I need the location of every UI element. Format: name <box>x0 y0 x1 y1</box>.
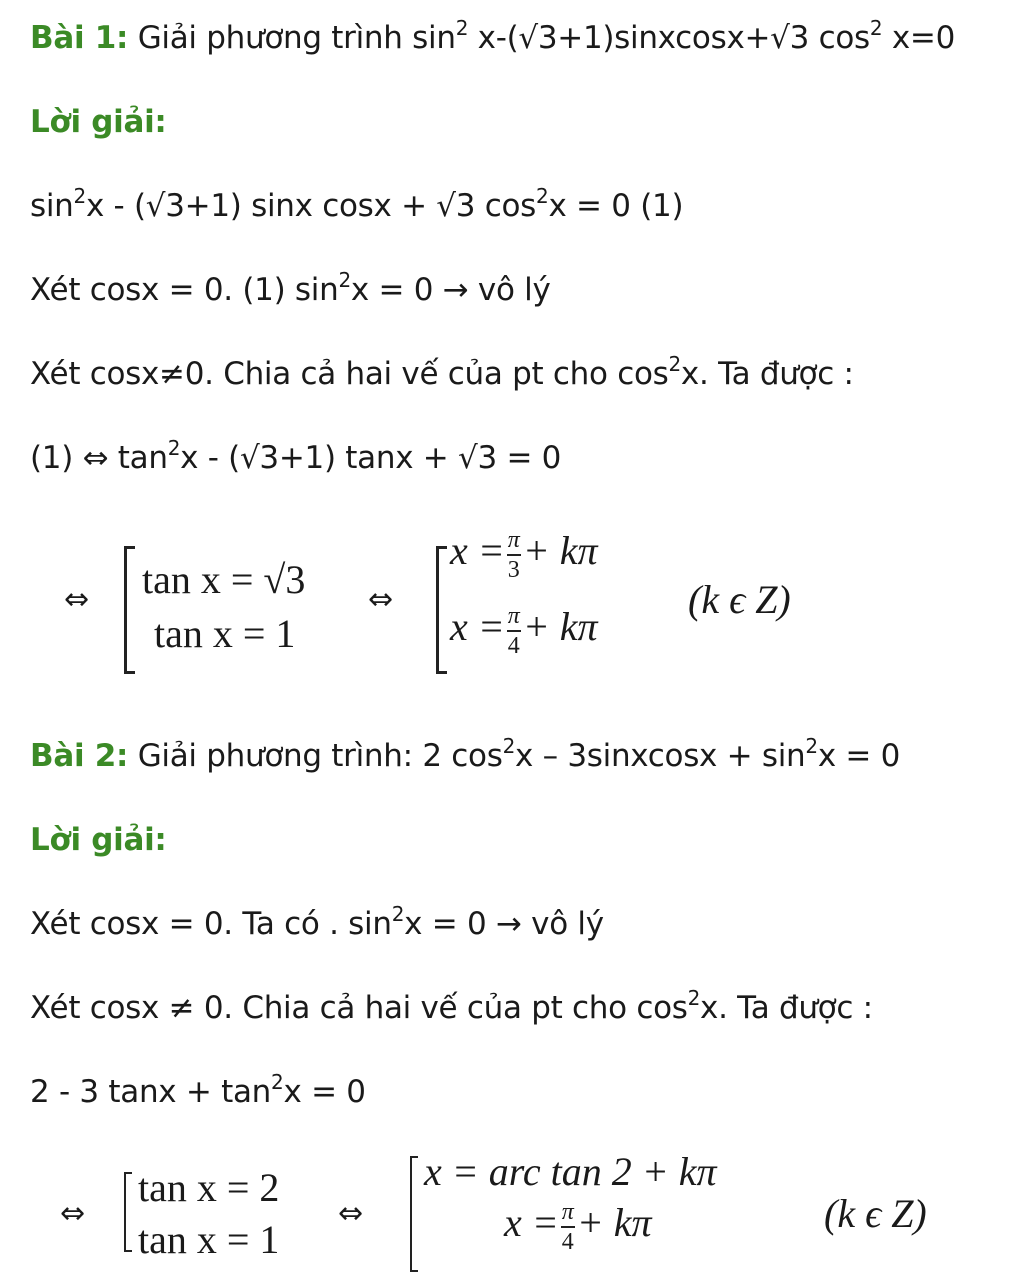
denominator: 4 <box>561 1229 574 1255</box>
solution-2-line-3 <box>30 1070 366 1114</box>
equivalence-symbol: ⇔ <box>338 1196 364 1231</box>
solution-2-heading: Lời giải: <box>30 822 167 858</box>
fraction-bar <box>507 630 521 632</box>
text: Xét cosx ≠ 0. Chia cả hai vế của pt cho cos <box>30 990 688 1026</box>
bracket <box>124 1172 132 1252</box>
solution-2-line-1 <box>30 902 604 946</box>
text: 2 - 3 tanx + tan <box>30 1074 272 1110</box>
text: x = <box>450 528 505 574</box>
numerator: π <box>507 603 520 629</box>
superscript: 2 <box>869 16 883 40</box>
text: x=0 <box>882 20 955 56</box>
solution-2-line-2 <box>30 986 873 1030</box>
superscript: 2 <box>502 734 515 758</box>
solution-1 <box>450 528 598 582</box>
solution-1-line-2 <box>30 268 551 312</box>
superscript: 2 <box>391 902 405 926</box>
text: x-(√3+1)sinxcosx+√3 cos <box>468 20 870 56</box>
equivalence-symbol: ⇔ <box>368 582 394 617</box>
numerator: π <box>507 527 520 553</box>
text: + kπ <box>522 528 598 574</box>
text: Xét cosx = 0. (1) sin <box>30 272 339 308</box>
text: Xét cosx = 0. Ta có . sin <box>30 906 392 942</box>
equation: tan x = 2 <box>138 1165 280 1210</box>
text: x - (√3+1) tanx + √3 = 0 <box>180 440 562 476</box>
equation: tan x = √3 <box>142 557 306 602</box>
denominator: 3 <box>507 557 520 583</box>
solution-1-line-1 <box>30 184 683 228</box>
condition: (k ϵ Z) <box>688 577 791 622</box>
problem-1-label: Bài 1: <box>30 20 129 56</box>
text: + kπ <box>576 1200 652 1246</box>
solution-1: x = arc tan 2 + kπ <box>424 1149 717 1194</box>
text: Giải phương trình sin <box>128 20 456 56</box>
text: x = 0 → vô lý <box>350 272 551 308</box>
bracket <box>124 546 135 674</box>
text: x - (√3+1) sinx cosx + √3 cos <box>85 188 537 224</box>
text: x = 0 (1) <box>548 188 684 224</box>
superscript: 2 <box>271 1070 284 1094</box>
solution-2 <box>450 604 598 658</box>
problem-1-title <box>30 16 955 60</box>
condition: (k ϵ Z) <box>824 1191 927 1236</box>
text: x = <box>450 604 505 650</box>
bracket <box>436 546 447 674</box>
text: x = 0 <box>817 738 901 774</box>
text: Xét cosx≠0. Chia cả hai vế của pt cho cos <box>30 356 669 392</box>
superscript: 2 <box>167 436 181 460</box>
text: (1) ⇔ tan <box>30 440 168 476</box>
superscript: 2 <box>805 734 818 758</box>
text: x = <box>504 1200 559 1246</box>
problem-2-title <box>30 734 900 778</box>
fraction <box>507 528 521 582</box>
solution-1-line-4 <box>30 436 561 480</box>
text: x – 3sinxcosx + sin <box>515 738 806 774</box>
solution-2 <box>504 1200 652 1254</box>
superscript: 2 <box>687 986 701 1010</box>
superscript: 2 <box>73 184 86 208</box>
solution-1-heading: Lời giải: <box>30 104 167 140</box>
equation: tan x = 1 <box>138 1217 280 1262</box>
fraction-bar <box>561 1226 575 1228</box>
superscript: 2 <box>338 268 351 292</box>
bracket <box>410 1156 418 1272</box>
text: + kπ <box>522 604 598 650</box>
text: sin <box>30 188 74 224</box>
denominator: 4 <box>507 633 520 659</box>
text: x. Ta được : <box>700 990 873 1026</box>
superscript: 2 <box>536 184 549 208</box>
fraction <box>507 604 521 658</box>
text: x = 0 <box>283 1074 366 1110</box>
numerator: π <box>561 1199 574 1225</box>
problem-2-label: Bài 2: <box>30 738 129 774</box>
text: x = 0 → vô lý <box>404 906 604 942</box>
equation: tan x = 1 <box>154 611 296 656</box>
superscript: 2 <box>668 352 681 376</box>
fraction-bar <box>507 554 521 556</box>
fraction <box>561 1200 575 1254</box>
equivalence-symbol: ⇔ <box>64 582 90 617</box>
solution-1-line-3 <box>30 352 854 396</box>
superscript: 2 <box>455 16 469 40</box>
text: x. Ta được : <box>680 356 854 392</box>
text: Giải phương trình: 2 cos <box>128 738 503 774</box>
equivalence-symbol: ⇔ <box>60 1196 86 1231</box>
